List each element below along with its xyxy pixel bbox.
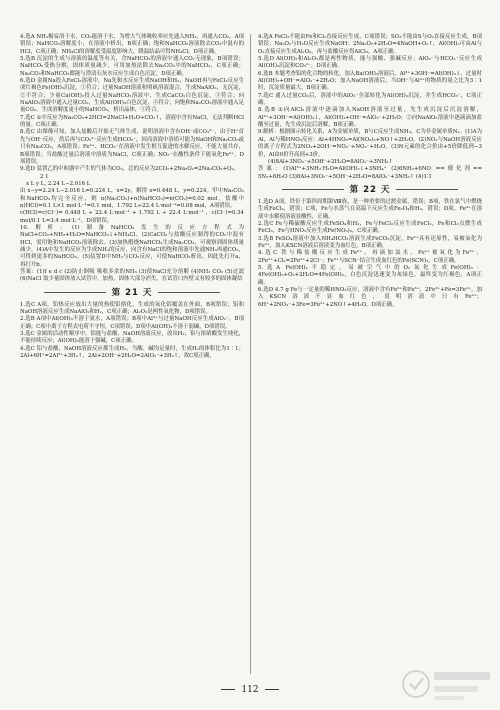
answer-item: 2.选B A项中Al(OH)₃不溶于氨水，A项错误；B项中Al³⁺与过量NaOH反应生成AlO₂⁻，B项正确；C项中离子方程式电荷不守恒，C项错误；D项中Al(OH)₃不溶于弱碱，D项错误。 bbox=[20, 316, 244, 330]
answer-item: 9.选D 装置乙的中和器中产生的气体为CO₂，总的反应为2CO₂+2Na₂O₂=2Na₂CO₃+O₂。 bbox=[20, 166, 240, 173]
answer-item: 答案：(1)f e d c (2)防止倒吸 吸收多余的NH₃ (3)使NaCl充分溶解 (4)NH₃ CO₂ (5)过滤 (6)NaCl 取少量固体放入试管中，加热，固体大部分消失，在试管口内壁又有较多的固体凝结 bbox=[20, 269, 244, 283]
answer-item: c(HCl)=c(Cl⁻)= 0.448 L ÷ 22.4 L·mol⁻¹ + 1.792 L ÷ 22.4 L·mol⁻¹ ，c(Cl⁻)=0.34 mol/0.1 L=3.4 mol·L⁻¹，D项错误。 bbox=[20, 210, 244, 224]
answer-item: 1.选D A项，铁位于第四周期第Ⅷ族，是一种重要的过渡金属，错误；B项，铁在氯气中燃烧生成FeCl₃，错误；C项，Fe与水蒸气在高温下反应生成Fe₃O₄和H₂，错误；D项，Fe³⁺在溶液中水解使溶液显酸性，正确。 bbox=[258, 198, 482, 220]
answer-item: 2.选C Fe与稀硫酸反应生成FeSO₄和H₂，Fe与FeCl₃反应生成FeCl₂，Fe和Cl₂点燃生成FeCl₃，Fe与HNO₃反应生成Fe(NO₃)₃，C项正确。 bbox=[258, 220, 482, 235]
answer-item: 答案：(1)Al³⁺+3NH₃·H₂O=Al(OH)₃↓+3NH₄⁺ (2)6NH₃+6NO ==催化剂== 5N₂+6H₂O (3)8Al+3NO₃⁻+5OH⁻+2H₂O=8AlO₂⁻+3NH₃↑ (4)1∶1 bbox=[258, 166, 482, 180]
answer-item: 5.选A Fe(OH)₂不稳定，易被空气中的O₂氧化生成Fe(OH)₃：4Fe(OH)₂+O₂+2H₂O=4Fe(OH)₃，白色沉淀迅速变为灰绿色，最终变为红褐色，A项正确。 bbox=[258, 264, 482, 286]
answer-item: 10.解析：(1)制备NaHCO₃发生的反应方程式为NaCl+CO₂+NH₃+H₂O=NaHCO₃↓+NH₄Cl。(2)CaCO₃与盐酸反应制得的CO₂中混有HCl，需用饱和NaHCO₃溶液除去。(3)加热煅烧NaHCO₃生成Na₂CO₃，可观察到固体质量减少。(4)A中发生的反应为生成NH₃的反应，向含有NaCl的饱和溶液中先通NH₃再通CO₂，可得到更多的NaHCO₃。(5)装置D中NH₃与CO₂反应，可使NaHCO₃析出。因此先打开a，再打开b。 bbox=[20, 224, 244, 268]
answer-item: 4.选A FeCl₃不能由Fe和Cl₂直接反应生成，C项错误；SO₃不能由S与O₂直接反应生成，B项错误；Na₂O₂与H₂O反应生成NaOH：2Na₂O₂+2H₂O=4NaOH+O₂↑，Al(OH)₃可由Al与O₂直接反应生成Al₂O₃，再与盐酸反应得AlCl₃，A项正确。 bbox=[258, 34, 482, 55]
column-divider bbox=[250, 34, 251, 674]
equation-line: 2 1 bbox=[40, 173, 49, 180]
heading-rule bbox=[158, 292, 220, 293]
right-column bbox=[258, 34, 482, 309]
answer-item: 7.选C ①中反应为Na₂CO₃+2HCl=2NaCl+H₂O+CO₂↑，溶液中含有NaCl，无法判断HCl的量。C项正确。 bbox=[20, 114, 244, 129]
answer-item: 3.选B FeSO₄溶液中加入NH₄HCO₃溶液生成FeCO₃沉淀，Fe²⁺具有还原性，易被氧化为Fe³⁺，加入KSCN溶液后溶液变为血红色，B项正确。 bbox=[258, 235, 482, 249]
heading-rule bbox=[282, 189, 344, 190]
watermark-graphic bbox=[400, 662, 496, 706]
answer-item: 6.选D 金属Na投入FeCl₃溶液中，Na先和水反应生成NaOH和H₂，NaOH再与FeCl₃反应生成红褐色Fe(OH)₃沉淀，①符合；过量NaOH溶液和明矾溶液混合，生成NaAlO₂，无沉淀，②不符合；少量Ca(OH)₂投入过量NaHCO₃溶液中，生成CaCO₃白色沉淀，③符合；向NaAlO₂溶液中通入过量CO₂，生成Al(OH)₃白色沉淀，④符合；向饱和Na₂CO₃溶液中通入足量CO₂，生成溶解度更小的NaHCO₃，析出晶体，⑤符合。 bbox=[20, 78, 244, 114]
answer-item: 8.选C 由图像可知，加入盐酸后开始无气体生成，说明溶液中含有OH⁻或CO₃²⁻，由于H⁺首先与OH⁻反应，然后再与CO₃²⁻反应生成HCO₃⁻，因而溶液中溶质可能为NaOH和Na₂CO₃或只有Na₂CO₃，A项错误；Fe³⁺、HCO₃⁻在溶液中发生相互促进的水解反应，不能大量共存，B项错误；当盐酸过量后溶液中溶质为NaCl，C项正确；NO₃⁻在酸性条件下能氧化Fe²⁺，D项错误。 bbox=[20, 129, 244, 165]
answer-item: 8.选B ①向AlCl₃溶液中逐滴加入NaOH溶液至过量，先生成沉淀后沉淀溶解，Al³⁺+3OH⁻=Al(OH)₃↓，Al(OH)₃+OH⁻=AlO₂⁻+2H₂O；②向NaAlO₂溶液中逐滴滴加盐酸至过量，先生成沉淀后溶解，B项正确。 bbox=[258, 107, 482, 129]
answer-item: 4.选A NH₃极易溶于水，CO₂能溶于水，为增大气体吸收率应先通入NH₃，再通入CO₂，A项错误；NaHCO₃溶解度小，在溶液中析出，B项正确；饱和NaHCO₃溶液除去CO₂中混有的HCl，C项正确；NH₄Cl的溶解度受温度影响大，降温结晶可得NH₄Cl，D项正确。 bbox=[20, 34, 244, 55]
section-heading-day-21 bbox=[20, 287, 244, 299]
heading-text: 第 22 天 bbox=[349, 184, 391, 195]
answer-item: 6.选B 本题考查铝的化合物的转化。加入Ba(OH)₂溶液后，Al³⁺+3OH⁻=Al(OH)₃↓，过量时Al(OH)₃+OH⁻=AlO₂⁻+2H₂O；加入NaOH溶液后，当OH⁻与Al³⁺的物质的量之比为3∶1时，沉淀质量最大，B项正确。 bbox=[258, 70, 482, 92]
answer-item: 6.选D 4.7 g Fe与一定量的稀HNO₃反应，溶液中含有Fe²⁺和Fe³⁺，2Fe³⁺+Fe=3Fe²⁺，加入KSCN溶液不显血红色，说明溶液中只有Fe²⁺；6H⁺+2NO₃⁻+3Fe=3Fe²⁺+2NO↑+4H₂O，D项正确。 bbox=[258, 287, 482, 308]
page-number-dash bbox=[221, 689, 235, 690]
answer-item: 1.选C A项，铝热反应放出大量的热使铝熔化，生成的氧化铝覆盖在外面，B项错误；铝和NaOH溶液反应生成NaAlO₂和H₂，C项正确；Al₂O₃是两性氧化物，D项错误。 bbox=[20, 301, 244, 316]
answer-item: 3.选C 金属的活动性顺序中，铝能与盐酸、NaOH溶液反应，放出H₂；铝与浓硝酸发生钝化，不能持续反应；Al(OH)₃能溶于强碱，C项正确。 bbox=[20, 331, 244, 345]
answer-item: 5.选B 沉淀的生成与溶液的温度等有关，含NaHCO₃的溶液中通入CO₂无现象，B项错误；NaHCO₃受热分解，固体质量减少，可用加热法除去Na₂CO₃中的NaHCO₃，C项正确；Na₂CO₃和NaHCO₃都能与澄清石灰水反应生成白色沉淀，D项正确。 bbox=[20, 56, 244, 77]
heading-rule bbox=[44, 292, 106, 293]
page-number-dash bbox=[265, 689, 279, 690]
answer-item: 由 x−y=2.24 L−2.016 L=0.224 L，x=2y，解得 x=0.448 L，y=0.224。甲中Na₂CO₃和NaHCO₃均完全反应，则 n(Na₂CO₃)+n(NaHCO₃)=n(CO₂)=0.02 mol。盐酸中n(HCl)=0.1 L×1 mol·L⁻¹=0.1 mol，1.792 L÷22.4 L·mol⁻¹=0.08 mol，A项错误。 bbox=[20, 188, 244, 209]
heading-text: 第 21 天 bbox=[111, 287, 153, 298]
page-number-text: 112 bbox=[241, 685, 259, 695]
answer-item: 4.选C 铝与盐酸、NaOH溶液反应都生成H₂，当酸、碱均足量时，生成H₂的体积比为1∶1；2Al+6H⁺=2Al³⁺+3H₂↑，2Al+2OH⁻+2H₂O=2AlO₂⁻+3H₂↑，故C项正确。 bbox=[20, 345, 244, 360]
heading-rule bbox=[396, 189, 458, 190]
watermark-logo bbox=[400, 662, 496, 706]
equation-line: x L y L, 2.24 L−2.016 L bbox=[26, 180, 91, 187]
answer-item: 9.解析：根据图示转化关系，A为金属单质，B与C反应生成NH₃，C为非金属单质N₂。(1)A为Al，Al与稀HNO₃反应：Al+4HNO₃=Al(NO₃)₃+NO↑+2H₂O。(2)NO₂与NaOH溶液反应的离子方程式为2NO₂+2OH⁻=NO₃⁻+NO₂⁻+H₂O。(3)N元素的化合价由+5价降低到−3价，Al由0价升高到+3价。 bbox=[258, 129, 482, 158]
answer-item: 5.选D Al(OH)₃和Al₂O₃都是两性物质，能与强酸、强碱反应；AlO₂⁻与HCO₃⁻反应生成Al(OH)₃沉淀和CO₃²⁻，D项正确。 bbox=[258, 56, 482, 70]
answer-item: 4.选C 铁与稀盐酸反应生成Fe²⁺，再滴加氯水，Fe²⁺被氧化为Fe³⁺，2Fe²⁺+Cl₂=2Fe³⁺+2Cl⁻；Fe³⁺与SCN⁻结合生成血红色的Fe(SCN)₃，C项正确。 bbox=[258, 250, 482, 264]
left-column bbox=[20, 34, 244, 360]
section-heading-day-22 bbox=[258, 184, 482, 196]
equation-line: (4)8Al+3NO₃⁻+5OH⁻+2H₂O=8AlO₂⁻+3NH₃↑ bbox=[268, 158, 393, 165]
answer-item: 7.选C 通入过量CO₂后，溶液中的AlO₂⁻全部转化为Al(OH)₃沉淀，并生成HCO₃⁻，C项正确。 bbox=[258, 92, 482, 107]
